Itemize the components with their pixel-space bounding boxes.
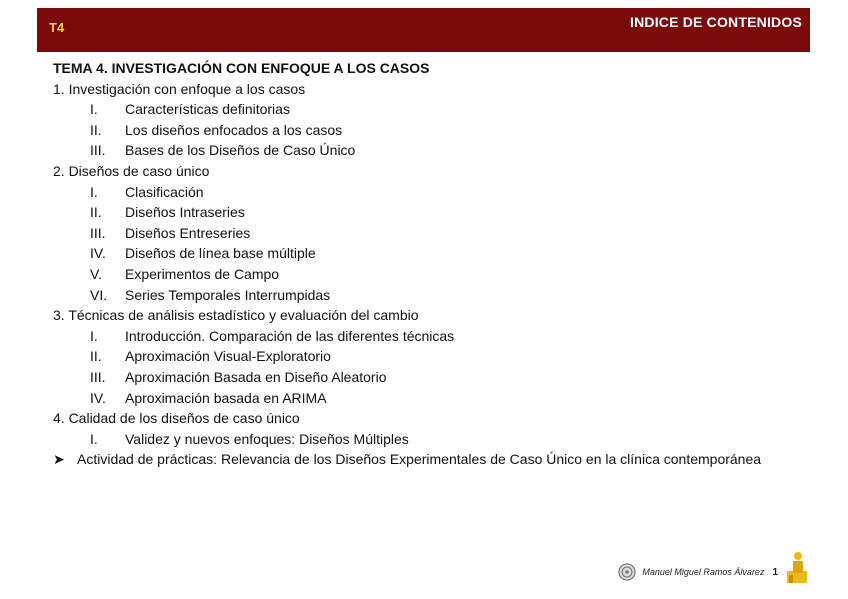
item-text: Los diseños enfocados a los casos	[125, 121, 343, 138]
list-item	[53, 99, 803, 120]
arrow-bullet-icon: ➤	[53, 451, 65, 468]
item-text: Diseños Entreseries	[125, 224, 251, 241]
item-text: Validez y nuevos enfoques: Diseños Múltiples	[125, 430, 409, 447]
item-number: II.	[90, 121, 102, 138]
page-number: 1	[772, 566, 778, 578]
list-item	[53, 346, 803, 367]
list-item	[53, 326, 803, 347]
header-bar	[37, 8, 810, 52]
main-title: TEMA 4. INVESTIGACIÓN CON ENFOQUE A LOS CASOS	[53, 60, 430, 76]
index-title: INDICE DE CONTENIDOS	[629, 14, 802, 30]
item-number: I.	[90, 430, 98, 447]
item-number: II.	[90, 348, 102, 365]
item-text: Diseños Intraseries	[125, 204, 245, 221]
item-number: I.	[90, 183, 98, 200]
item-text: Introducción. Comparación de las diferentes técnicas	[125, 327, 455, 344]
item-number: II.	[90, 204, 102, 221]
item-number: III.	[90, 368, 106, 385]
item-text: Series Temporales Interrumpidas	[125, 286, 331, 303]
activity-text: Actividad de prácticas: Relevancia de los Diseños Experimentales de Caso Único en la clínica contemporánea	[77, 451, 762, 468]
item-text: Experimentos de Campo	[125, 265, 280, 282]
item-number: VI.	[90, 286, 108, 303]
list-item	[53, 367, 803, 388]
contents-body	[53, 58, 803, 470]
list-item	[53, 243, 803, 264]
list-item	[53, 285, 803, 306]
list-item	[53, 120, 803, 141]
item-number: III.	[90, 142, 106, 159]
section-2-title: 2. Diseños de caso único	[53, 162, 210, 179]
item-text: Aproximación Basada en Diseño Aleatorio	[125, 368, 387, 385]
item-number: IV.	[90, 389, 106, 406]
list-item	[53, 202, 803, 223]
section-4-title: 4. Calidad de los diseños de caso único	[53, 410, 300, 427]
item-number: I.	[90, 327, 98, 344]
item-number: I.	[90, 101, 98, 118]
item-number: IV.	[90, 245, 106, 262]
list-item	[53, 429, 803, 450]
item-number: V.	[90, 265, 102, 282]
university-seal-icon	[618, 563, 636, 581]
item-text: Bases de los Diseños de Caso Único	[125, 142, 356, 159]
list-item	[53, 264, 803, 285]
list-item	[53, 388, 803, 409]
list-item	[53, 140, 803, 161]
author-name: Manuel Miguel Ramos Álvarez	[642, 567, 765, 577]
item-text: Aproximación basada en ARIMA	[125, 389, 327, 406]
topic-tag: T4	[49, 20, 65, 35]
footer	[618, 559, 810, 585]
list-item	[53, 182, 803, 203]
logo-figure-icon	[784, 549, 810, 585]
section-1-title: 1. Investigación con enfoque a los casos	[53, 80, 306, 97]
item-number: III.	[90, 224, 106, 241]
section-3-title: 3. Técnicas de análisis estadístico y evaluación del cambio	[53, 307, 419, 324]
activity-item	[53, 449, 803, 470]
item-text: Diseños de línea base múltiple	[125, 245, 316, 262]
item-text: Aproximación Visual-Exploratorio	[125, 348, 331, 365]
item-text: Clasificación	[125, 183, 204, 200]
item-text: Características definitorias	[125, 101, 290, 118]
list-item	[53, 223, 803, 244]
